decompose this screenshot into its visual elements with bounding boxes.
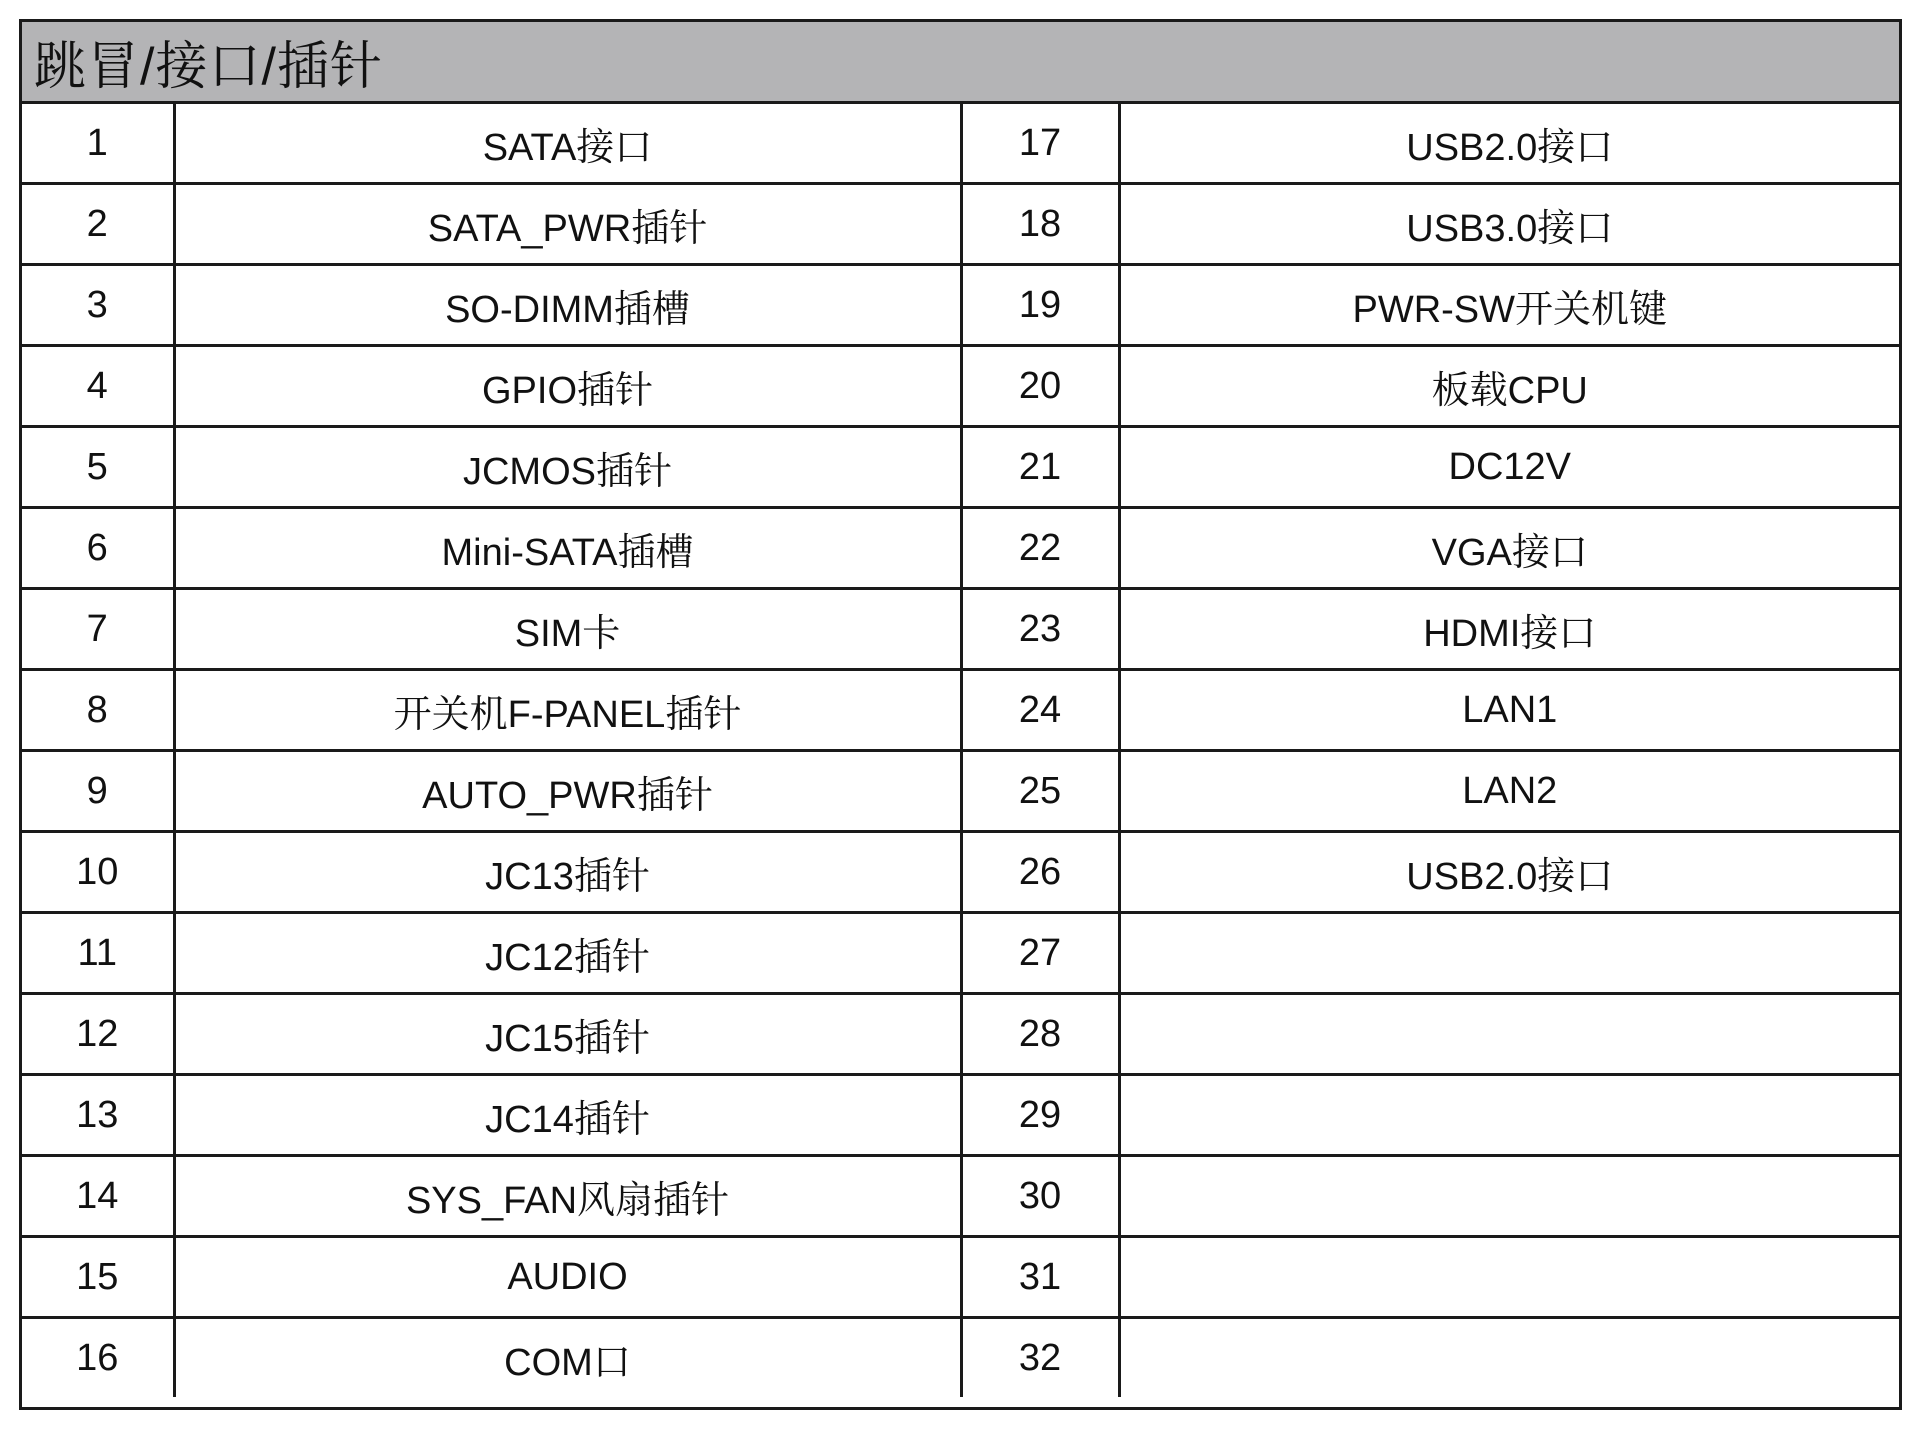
right-component-cell: USB2.0接口 <box>1119 832 1899 913</box>
table-row <box>22 751 1899 832</box>
right-component-cell: 板载CPU <box>1119 346 1899 427</box>
table-row <box>22 508 1899 589</box>
table-title: 跳冒/接口/插针 <box>22 22 1899 104</box>
left-component-cell: SATA接口 <box>174 104 961 184</box>
left-component-cell: COM口 <box>174 1318 961 1398</box>
right-component-cell: USB2.0接口 <box>1119 104 1899 184</box>
right-number-cell: 32 <box>961 1318 1119 1398</box>
left-component-cell: JC15插针 <box>174 994 961 1075</box>
right-number-cell: 17 <box>961 104 1119 184</box>
left-component-cell: GPIO插针 <box>174 346 961 427</box>
right-component-cell: VGA接口 <box>1119 508 1899 589</box>
left-number-cell: 7 <box>22 589 174 670</box>
left-component-cell: JCMOS插针 <box>174 427 961 508</box>
right-number-cell: 29 <box>961 1075 1119 1156</box>
right-number-cell: 27 <box>961 913 1119 994</box>
right-number-cell: 28 <box>961 994 1119 1075</box>
table-row <box>22 832 1899 913</box>
table-row <box>22 670 1899 751</box>
table-row <box>22 346 1899 427</box>
left-component-cell: JC14插针 <box>174 1075 961 1156</box>
left-component-cell: JC12插针 <box>174 913 961 994</box>
left-number-cell: 2 <box>22 184 174 265</box>
left-number-cell: 6 <box>22 508 174 589</box>
right-number-cell: 22 <box>961 508 1119 589</box>
table-row <box>22 104 1899 184</box>
left-component-cell: SYS_FAN风扇插针 <box>174 1156 961 1237</box>
table-row <box>22 184 1899 265</box>
left-number-cell: 5 <box>22 427 174 508</box>
table-row <box>22 1075 1899 1156</box>
table-row <box>22 1237 1899 1318</box>
right-component-cell: DC12V <box>1119 427 1899 508</box>
right-number-cell: 19 <box>961 265 1119 346</box>
right-component-cell <box>1119 1156 1899 1237</box>
component-legend-table <box>19 19 1902 1410</box>
right-component-cell: HDMI接口 <box>1119 589 1899 670</box>
right-number-cell: 25 <box>961 751 1119 832</box>
right-number-cell: 23 <box>961 589 1119 670</box>
left-number-cell: 13 <box>22 1075 174 1156</box>
table-body <box>22 104 1899 1397</box>
left-component-cell: AUTO_PWR插针 <box>174 751 961 832</box>
left-component-cell: JC13插针 <box>174 832 961 913</box>
left-number-cell: 9 <box>22 751 174 832</box>
left-number-cell: 16 <box>22 1318 174 1398</box>
right-component-cell: LAN2 <box>1119 751 1899 832</box>
left-number-cell: 4 <box>22 346 174 427</box>
right-number-cell: 20 <box>961 346 1119 427</box>
right-component-cell <box>1119 994 1899 1075</box>
right-number-cell: 18 <box>961 184 1119 265</box>
left-number-cell: 1 <box>22 104 174 184</box>
right-number-cell: 31 <box>961 1237 1119 1318</box>
table-row <box>22 265 1899 346</box>
table-row <box>22 427 1899 508</box>
right-component-cell <box>1119 1075 1899 1156</box>
left-component-cell: SATA_PWR插针 <box>174 184 961 265</box>
left-number-cell: 10 <box>22 832 174 913</box>
left-number-cell: 14 <box>22 1156 174 1237</box>
component-grid <box>22 104 1899 1397</box>
right-number-cell: 21 <box>961 427 1119 508</box>
right-number-cell: 24 <box>961 670 1119 751</box>
left-component-cell: 开关机F-PANEL插针 <box>174 670 961 751</box>
left-number-cell: 15 <box>22 1237 174 1318</box>
table-row <box>22 994 1899 1075</box>
left-component-cell: Mini-SATA插槽 <box>174 508 961 589</box>
right-component-cell: LAN1 <box>1119 670 1899 751</box>
right-component-cell: USB3.0接口 <box>1119 184 1899 265</box>
right-component-cell <box>1119 1318 1899 1398</box>
right-component-cell: PWR-SW开关机键 <box>1119 265 1899 346</box>
left-number-cell: 12 <box>22 994 174 1075</box>
left-number-cell: 3 <box>22 265 174 346</box>
table-row <box>22 1156 1899 1237</box>
table-row <box>22 589 1899 670</box>
right-component-cell <box>1119 1237 1899 1318</box>
table-row <box>22 1318 1899 1398</box>
right-number-cell: 30 <box>961 1156 1119 1237</box>
left-component-cell: AUDIO <box>174 1237 961 1318</box>
left-component-cell: SIM卡 <box>174 589 961 670</box>
left-number-cell: 8 <box>22 670 174 751</box>
right-number-cell: 26 <box>961 832 1119 913</box>
left-component-cell: SO-DIMM插槽 <box>174 265 961 346</box>
left-number-cell: 11 <box>22 913 174 994</box>
table-row <box>22 913 1899 994</box>
right-component-cell <box>1119 913 1899 994</box>
